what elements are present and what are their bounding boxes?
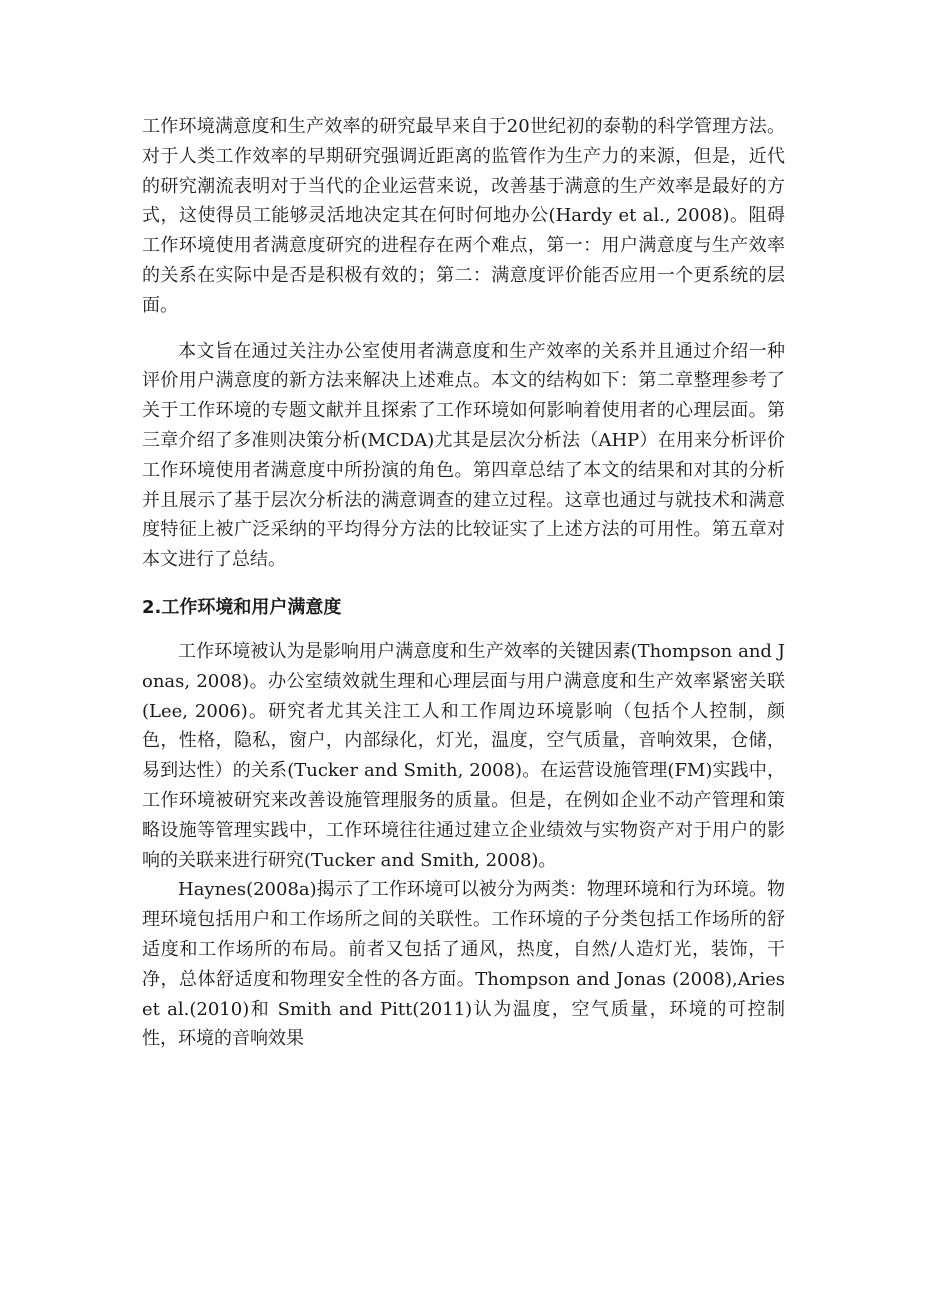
paragraph-work-environment: 工作环境被认为是影响用户满意度和生产效率的关键因素(Thompson and Jonas, 2008)。办公室绩效就生理和心理层面与用户满意度和生产效率紧密关联(Lee, 2006)。研究者尤其关注工人和工作周边环境影响（包括个人控制，颜色，性格，隐私，窗户，内部绿化，灯光，温度，空气质量，音响效果，仓储，易到达性）的关系(Tucker and Smith, 2008)。在运营设施管理(FM)实践中，工作环境被研究来改善设施管理服务的质量。但是，在例如企业不动产管理和策略设施等管理实践中，工作环境往往通过建立企业绩效与实物资产对于用户的影响的关联来进行研究(Tucker and Smith, 2008)。 xyxy=(142,640,785,871)
section-heading: 2.工作环境和用户满意度 xyxy=(142,596,342,618)
paragraph-haynes-classification: Haynes(2008a)揭示了工作环境可以被分为两类：物理环境和行为环境。物理环境包括用户和工作场所之间的关联性。工作环境的子分类包括工作场所的舒适度和工作场所的布局。前者又包括了通风，热度，自然/人造灯光，装饰，干净，总体舒适度和物理安全性的各方面。Thompson and Jonas (2008),Aries et al.(2010)和 Smith and Pitt(2011)认为温度，空气质量，环境的可控制性，环境的音响效果 xyxy=(142,879,785,1050)
document-page xyxy=(142,112,785,1054)
paragraph-intro-history: 工作环境满意度和生产效率的研究最早来自于20世纪初的泰勒的科学管理方法。对于人类工作效率的早期研究强调近距离的监管作为生产力的来源，但是，近代的研究潮流表明对于当代的企业运营来说，改善基于满意的生产效率是最好的方式，这使得员工能够灵活地决定其在何时何地办公(Hardy et al., 2008)。阻碍工作环境使用者满意度研究的进程存在两个难点，第一：用户满意度与生产效率的关系在实际中是否是积极有效的；第二：满意度评价能否应用一个更系统的层面。 xyxy=(142,116,785,316)
paragraph-paper-structure: 本文旨在通过关注办公室使用者满意度和生产效率的关系并且通过介绍一种评价用户满意度的新方法来解决上述难点。本文的结构如下：第二章整理参考了关于工作环境的专题文献并且探索了工作环境如何影响着使用者的心理层面。第三章介绍了多准则决策分析(MCDA)尤其是层次分析法（AHP）在用来分析评价工作环境使用者满意度中所扮演的角色。第四章总结了本文的结果和对其的分析并且展示了基于层次分析法的满意调查的建立过程。这章也通过与就技术和满意度特征上被广泛采纳的平均得分方法的比较证实了上述方法的可用性。第五章对本文进行了总结。 xyxy=(142,340,785,571)
